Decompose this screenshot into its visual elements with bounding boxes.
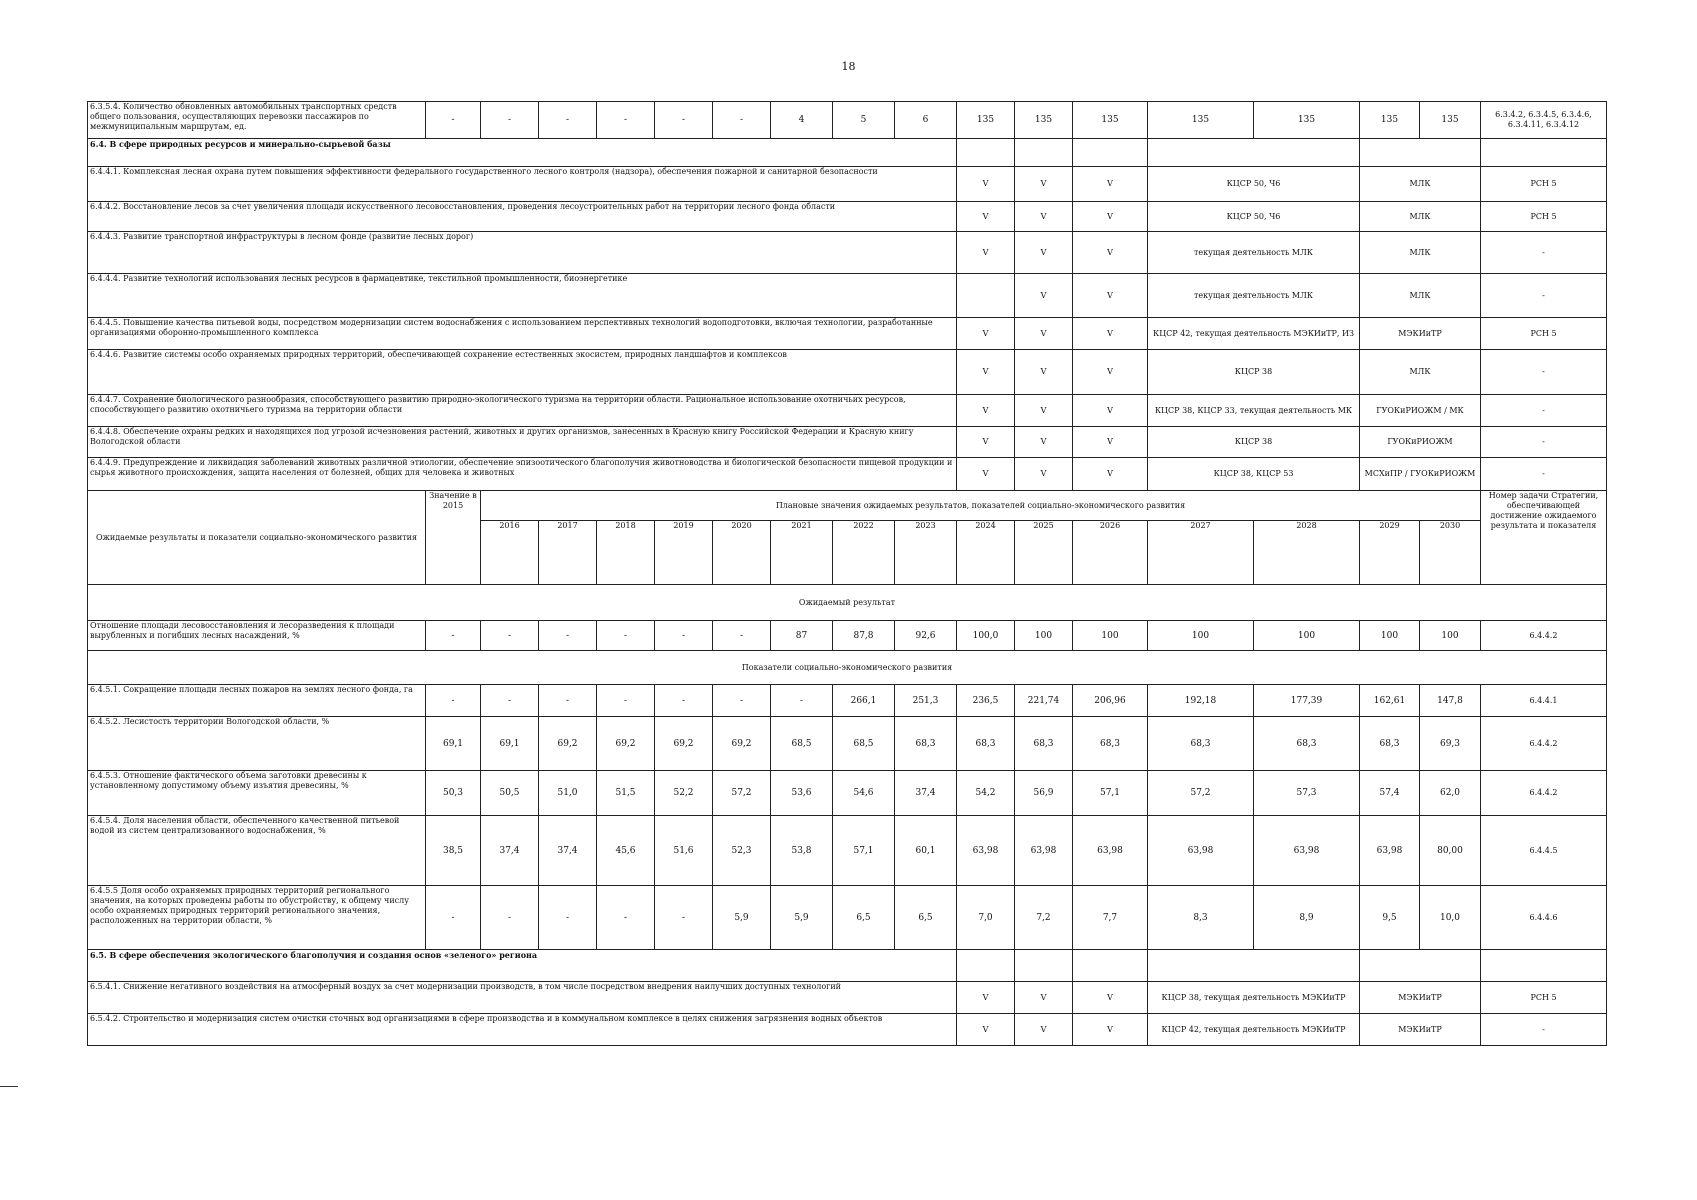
period-mark: V (957, 427, 1015, 458)
value-cell: 135 (1420, 102, 1481, 139)
value-cell: - (426, 102, 481, 139)
table-cell: 6.4.4.7. Сохранение биологического разнообразия, способствующего развитию природно-экологического туризма на территории области. Рациональное использование охотничьих ресурсов, способствующего развитию охотничьего туризма на территории области (88, 395, 957, 427)
table-cell: 6.4.5.1. Сокращение площади лесных пожаров на землях лесного фонда, га (88, 685, 426, 717)
year-2028: 2028 (1254, 521, 1360, 585)
value-cell: 80,00 (1420, 816, 1481, 886)
margin-tick (0, 1086, 18, 1087)
value-cell: 5,9 (771, 886, 833, 950)
year-2029: 2029 (1360, 521, 1420, 585)
period-mark: V (1015, 395, 1073, 427)
table-cell: КЦСР 38, КЦСР 33, текущая деятельность МК (1148, 395, 1360, 427)
value-cell: 38,5 (426, 816, 481, 886)
value-cell: 135 (1015, 102, 1073, 139)
value-cell: 100 (1073, 621, 1148, 651)
value-cell: - (426, 685, 481, 717)
row-label: 6.3.5.4. Количество обновленных автомобильных транспортных средств общего пользования, осуществляющих перевозки пассажиров по межмуниципальным маршрутам, ед. (88, 102, 426, 139)
value-cell: 266,1 (833, 685, 895, 717)
table-cell: КЦСР 38, КЦСР 53 (1148, 458, 1360, 491)
period-mark: V (1073, 350, 1148, 395)
year-2025: 2025 (1015, 521, 1073, 585)
value-cell: 57,2 (1148, 771, 1254, 816)
period-mark: V (1073, 427, 1148, 458)
value-cell: 221,74 (1015, 685, 1073, 717)
value-cell: 135 (1073, 102, 1148, 139)
value-cell: 4 (771, 102, 833, 139)
value-cell: - (539, 685, 597, 717)
measure-row (88, 202, 1607, 232)
table-cell (1481, 950, 1607, 982)
table-cell (957, 139, 1015, 167)
table-cell: МЛК (1360, 274, 1481, 318)
table-cell (1073, 950, 1148, 982)
value-cell: 69,2 (655, 717, 713, 771)
section-title: 6.5. В сфере обеспечения экологического благополучия и создания основ «зеленого» региона (88, 950, 957, 982)
period-mark: V (1015, 350, 1073, 395)
value-cell: 10,0 (1420, 886, 1481, 950)
value-cell: 37,4 (481, 816, 539, 886)
period-mark: V (957, 458, 1015, 491)
value-cell: 68,3 (1015, 717, 1073, 771)
value-cell: 54,2 (957, 771, 1015, 816)
value-cell: 6,5 (833, 886, 895, 950)
table-cell: КЦСР 38 (1148, 427, 1360, 458)
value-cell: 135 (1254, 102, 1360, 139)
value-cell: 192,18 (1148, 685, 1254, 717)
value-cell: 68,3 (957, 717, 1015, 771)
value-cell: 69,2 (539, 717, 597, 771)
value-cell: 63,98 (957, 816, 1015, 886)
table-row (88, 886, 1607, 950)
strategy-table (87, 101, 1605, 1046)
value-cell: - (481, 621, 539, 651)
period-mark: V (1015, 318, 1073, 350)
value-cell: 62,0 (1420, 771, 1481, 816)
value-cell: 51,0 (539, 771, 597, 816)
period-mark: V (957, 202, 1015, 232)
value-cell: 50,3 (426, 771, 481, 816)
year-2016: 2016 (481, 521, 539, 585)
period-mark: V (1073, 982, 1148, 1014)
value-cell: 135 (957, 102, 1015, 139)
period-mark: V (957, 1014, 1015, 1046)
value-cell: 53,6 (771, 771, 833, 816)
period-mark (957, 274, 1015, 318)
table-cell: Отношение площади лесовосстановления и лесоразведения к площади вырубленных и погибших лесных насаждений, % (88, 621, 426, 651)
value-cell: 57,4 (1360, 771, 1420, 816)
header-value-2015: Значение в 2015 (426, 491, 481, 585)
table-cell: 6.5.4.2. Строительство и модернизация систем очистки сточных вод организациями в сфере производства и в коммунальном комплексе в целях снижения загрязнения водных объектов (88, 1014, 957, 1046)
value-cell: - (713, 685, 771, 717)
period-mark: V (1015, 274, 1073, 318)
table-cell (1015, 139, 1073, 167)
value-cell: 147,8 (1420, 685, 1481, 717)
value-cell: 177,39 (1254, 685, 1360, 717)
table-cell: РСН 5 (1481, 202, 1607, 232)
period-mark: V (957, 982, 1015, 1014)
value-cell: 68,3 (1073, 717, 1148, 771)
value-cell: - (713, 102, 771, 139)
value-cell: - (539, 621, 597, 651)
year-2022: 2022 (833, 521, 895, 585)
table-cell: - (1481, 232, 1607, 274)
value-cell: 9,5 (1360, 886, 1420, 950)
value-cell: 5,9 (713, 886, 771, 950)
table-cell: МСХиПР / ГУОКиРИОЖМ (1360, 458, 1481, 491)
period-mark: V (957, 232, 1015, 274)
period-mark: V (1015, 1014, 1073, 1046)
value-cell: 68,3 (1360, 717, 1420, 771)
year-2026: 2026 (1073, 521, 1148, 585)
value-cell: 51,6 (655, 816, 713, 886)
table-cell: 6.4.5.4. Доля населения области, обеспеченного качественной питьевой водой из систем централизованного водоснабжения, % (88, 816, 426, 886)
table-cell: КЦСР 38 (1148, 350, 1360, 395)
value-cell: 68,3 (895, 717, 957, 771)
period-mark: V (1073, 395, 1148, 427)
table-cell: ГУОКиРИОЖМ (1360, 427, 1481, 458)
year-2030: 2030 (1420, 521, 1481, 585)
value-cell: - (481, 685, 539, 717)
section-row (88, 139, 1607, 167)
year-2027: 2027 (1148, 521, 1254, 585)
measure-row (88, 395, 1607, 427)
value-cell: 45,6 (597, 816, 655, 886)
period-mark: V (957, 395, 1015, 427)
task-ref: 6.3.4.2, 6.3.4.5, 6.3.4.6, 6.3.4.11, 6.3.4.12 (1481, 102, 1607, 139)
table-row (88, 816, 1607, 886)
table-cell: РСН 5 (1481, 318, 1607, 350)
value-cell: 68,3 (1254, 717, 1360, 771)
value-cell: - (481, 886, 539, 950)
subheader-row (88, 651, 1607, 685)
header-task-number: Номер задачи Стратегии, обеспечивающей достижение ожидаемого результата и показателя (1481, 491, 1607, 585)
value-cell: 57,2 (713, 771, 771, 816)
period-mark: V (1015, 232, 1073, 274)
value-cell: - (713, 621, 771, 651)
table-cell: РСН 5 (1481, 982, 1607, 1014)
value-cell: 6,5 (895, 886, 957, 950)
table-cell (1015, 950, 1073, 982)
value-cell: - (539, 102, 597, 139)
value-cell: - (426, 886, 481, 950)
table-cell: КЦСР 42, текущая деятельность МЭКИиТР (1148, 1014, 1360, 1046)
year-2020: 2020 (713, 521, 771, 585)
table-cell (1148, 139, 1360, 167)
year-2023: 2023 (895, 521, 957, 585)
table-row (88, 771, 1607, 816)
value-cell: 68,5 (771, 717, 833, 771)
value-cell: 63,98 (1073, 816, 1148, 886)
table-cell (1148, 950, 1360, 982)
expected-result-title: Ожидаемый результат (88, 585, 1607, 621)
table-cell: МЭКИиТР (1360, 982, 1481, 1014)
table-cell (1073, 139, 1148, 167)
value-cell: 68,3 (1148, 717, 1254, 771)
value-cell: 63,98 (1148, 816, 1254, 886)
table-cell: 6.4.5.3. Отношение фактического объема заготовки древесины к установленному допустимому объему изъятия древесины, % (88, 771, 426, 816)
year-2017: 2017 (539, 521, 597, 585)
table-cell: 6.4.4.2 (1481, 717, 1607, 771)
measure-row (88, 232, 1607, 274)
value-cell: 56,9 (1015, 771, 1073, 816)
table-cell: 6.4.5.5 Доля особо охраняемых природных территорий регионального значения, на которых проведены работы по обустройству, к общему числу особо охраняемых природных территорий регионального значения, расположенных на территории области, % (88, 886, 426, 950)
table-cell: 6.4.4.1 (1481, 685, 1607, 717)
table-cell: МЛК (1360, 232, 1481, 274)
period-mark: V (957, 318, 1015, 350)
table-cell: текущая деятельность МЛК (1148, 274, 1360, 318)
value-cell: 63,98 (1254, 816, 1360, 886)
subheader-row (88, 585, 1607, 621)
header-planned: Плановые значения ожидаемых результатов, показателей социально-экономического развития (481, 491, 1481, 521)
table-cell: - (1481, 274, 1607, 318)
value-cell: 206,96 (1073, 685, 1148, 717)
measure-row (88, 427, 1607, 458)
table-cell: МЭКИиТР (1360, 318, 1481, 350)
value-cell: - (426, 621, 481, 651)
value-cell: 69,3 (1420, 717, 1481, 771)
period-mark: V (1073, 202, 1148, 232)
value-cell: 57,1 (1073, 771, 1148, 816)
period-mark: V (1015, 167, 1073, 202)
value-cell: 135 (1148, 102, 1254, 139)
value-cell: 87 (771, 621, 833, 651)
period-mark: V (1073, 318, 1148, 350)
table-cell: РСН 5 (1481, 167, 1607, 202)
table-cell: 6.5.4.1. Снижение негативного воздействия на атмосферный воздух за счет модернизации производств, в том числе посредством внедрения наилучших доступных технологий (88, 982, 957, 1014)
value-cell: 100 (1254, 621, 1360, 651)
year-2024: 2024 (957, 521, 1015, 585)
value-cell: 68,5 (833, 717, 895, 771)
header-row (88, 491, 1607, 521)
value-cell: 57,3 (1254, 771, 1360, 816)
value-cell: 52,3 (713, 816, 771, 886)
table-cell: 6.4.4.5. Повышение качества питьевой воды, посредством модернизации систем водоснабжения с использованием перспективных технологий водоподготовки, включая технологии, разработанные организациями оборонно-промышленного комплекса (88, 318, 957, 350)
period-mark: V (1073, 167, 1148, 202)
value-cell: 7,7 (1073, 886, 1148, 950)
period-mark: V (1015, 202, 1073, 232)
table-row (88, 685, 1607, 717)
table-cell: 6.4.5.2. Лесистость территории Вологодской области, % (88, 717, 426, 771)
value-cell: 69,2 (713, 717, 771, 771)
value-cell: 100 (1420, 621, 1481, 651)
value-cell: 8,3 (1148, 886, 1254, 950)
measure-row (88, 318, 1607, 350)
period-mark: V (1015, 427, 1073, 458)
value-cell: - (539, 886, 597, 950)
value-cell: 69,1 (426, 717, 481, 771)
value-cell: 100 (1015, 621, 1073, 651)
value-cell: 69,1 (481, 717, 539, 771)
value-cell: 60,1 (895, 816, 957, 886)
table-cell: 6.4.4.6. Развитие системы особо охраняемых природных территорий, обеспечивающей сохранение естественных экосистем, природных ландшафтов и комплексов (88, 350, 957, 395)
table-row (88, 102, 1607, 139)
value-cell: 7,0 (957, 886, 1015, 950)
period-mark: V (1073, 232, 1148, 274)
table-cell: 6.4.4.3. Развитие транспортной инфраструктуры в лесном фонде (развитие лесных дорог) (88, 232, 957, 274)
measure-row (88, 167, 1607, 202)
measure-row (88, 458, 1607, 491)
value-cell: - (655, 621, 713, 651)
value-cell: 100,0 (957, 621, 1015, 651)
value-cell: - (597, 685, 655, 717)
table-cell: КЦСР 50, Ч6 (1148, 167, 1360, 202)
table-cell: - (1481, 427, 1607, 458)
table-cell: текущая деятельность МЛК (1148, 232, 1360, 274)
value-cell: 100 (1148, 621, 1254, 651)
table-cell (1360, 950, 1481, 982)
value-cell: 100 (1360, 621, 1420, 651)
value-cell: 8,9 (1254, 886, 1360, 950)
value-cell: - (597, 621, 655, 651)
value-cell: 52,2 (655, 771, 713, 816)
table-cell: - (1481, 350, 1607, 395)
table-cell: 6.4.4.6 (1481, 886, 1607, 950)
year-2018: 2018 (597, 521, 655, 585)
value-cell: - (655, 685, 713, 717)
value-cell: 53,8 (771, 816, 833, 886)
table-cell: - (1481, 395, 1607, 427)
table-cell: КЦСР 42, текущая деятельность МЭКИиТР, ИЗ (1148, 318, 1360, 350)
value-cell: - (597, 886, 655, 950)
value-cell: - (655, 102, 713, 139)
table-cell: МЛК (1360, 167, 1481, 202)
value-cell: 57,1 (833, 816, 895, 886)
measure-row (88, 982, 1607, 1014)
period-mark: V (1073, 458, 1148, 491)
value-cell: 63,98 (1015, 816, 1073, 886)
page-number: 18 (841, 60, 856, 73)
year-2021: 2021 (771, 521, 833, 585)
header-results: Ожидаемые результаты и показатели социально-экономического развития (88, 491, 426, 585)
table-cell: 6.4.4.2 (1481, 771, 1607, 816)
table-cell: МЛК (1360, 202, 1481, 232)
table-cell: - (1481, 1014, 1607, 1046)
value-cell: 54,6 (833, 771, 895, 816)
value-cell: 87,8 (833, 621, 895, 651)
table-cell: КЦСР 50, Ч6 (1148, 202, 1360, 232)
value-cell: - (481, 102, 539, 139)
table-cell (957, 950, 1015, 982)
period-mark: V (957, 167, 1015, 202)
year-2019: 2019 (655, 521, 713, 585)
value-cell: 37,4 (895, 771, 957, 816)
value-cell: 162,61 (1360, 685, 1420, 717)
measure-row (88, 274, 1607, 318)
section-title: 6.4. В сфере природных ресурсов и минерально-сырьевой базы (88, 139, 957, 167)
value-cell: 63,98 (1360, 816, 1420, 886)
table-cell: 6.4.4.5 (1481, 816, 1607, 886)
table-cell: 6.4.4.1. Комплексная лесная охрана путем повышения эффективности федерального государственного лесного контроля (надзора), обеспечения пожарной и санитарной безопасности (88, 167, 957, 202)
period-mark: V (1073, 274, 1148, 318)
table-row (88, 621, 1607, 651)
table-cell: 6.4.4.9. Предупреждение и ликвидация заболеваний животных различной этиологии, обеспечение эпизоотического благополучия животноводства и биологической безопасности пищевой продукции и сырья животного происхождения, защита населения от болезней, общих для человека и животных (88, 458, 957, 491)
value-cell: 69,2 (597, 717, 655, 771)
period-mark: V (1073, 1014, 1148, 1046)
value-cell: 50,5 (481, 771, 539, 816)
value-cell: - (771, 685, 833, 717)
table-cell: МЭКИиТР (1360, 1014, 1481, 1046)
value-cell: 5 (833, 102, 895, 139)
table-cell: 6.4.4.2 (1481, 621, 1607, 651)
period-mark: V (957, 350, 1015, 395)
indicators-title: Показатели социально-экономического развития (88, 651, 1607, 685)
value-cell: - (655, 886, 713, 950)
measure-row (88, 350, 1607, 395)
table-cell: 6.4.4.8. Обеспечение охраны редких и находящихся под угрозой исчезновения растений, животных и других организмов, занесенных в Красную книгу Российской Федерации и Красную книгу Вологодской области (88, 427, 957, 458)
measure-row (88, 1014, 1607, 1046)
table-cell: КЦСР 38, текущая деятельность МЭКИиТР (1148, 982, 1360, 1014)
value-cell: 236,5 (957, 685, 1015, 717)
value-cell: 7,2 (1015, 886, 1073, 950)
section-row (88, 950, 1607, 982)
value-cell: 251,3 (895, 685, 957, 717)
table-cell: 6.4.4.2. Восстановление лесов за счет увеличения площади искусственного лесовосстановления, проведения лесоустроительных работ на территории лесного фонда области (88, 202, 957, 232)
table-cell: - (1481, 458, 1607, 491)
table-cell (1481, 139, 1607, 167)
value-cell: 92,6 (895, 621, 957, 651)
value-cell: 51,5 (597, 771, 655, 816)
value-cell: 135 (1360, 102, 1420, 139)
table-cell: МЛК (1360, 350, 1481, 395)
table-cell (1360, 139, 1481, 167)
value-cell: - (597, 102, 655, 139)
table-cell: 6.4.4.4. Развитие технологий использования лесных ресурсов в фармацевтике, текстильной промышленности, биоэнергетике (88, 274, 957, 318)
value-cell: 6 (895, 102, 957, 139)
table-row (88, 717, 1607, 771)
period-mark: V (1015, 458, 1073, 491)
table-cell: ГУОКиРИОЖМ / МК (1360, 395, 1481, 427)
period-mark: V (1015, 982, 1073, 1014)
value-cell: 37,4 (539, 816, 597, 886)
